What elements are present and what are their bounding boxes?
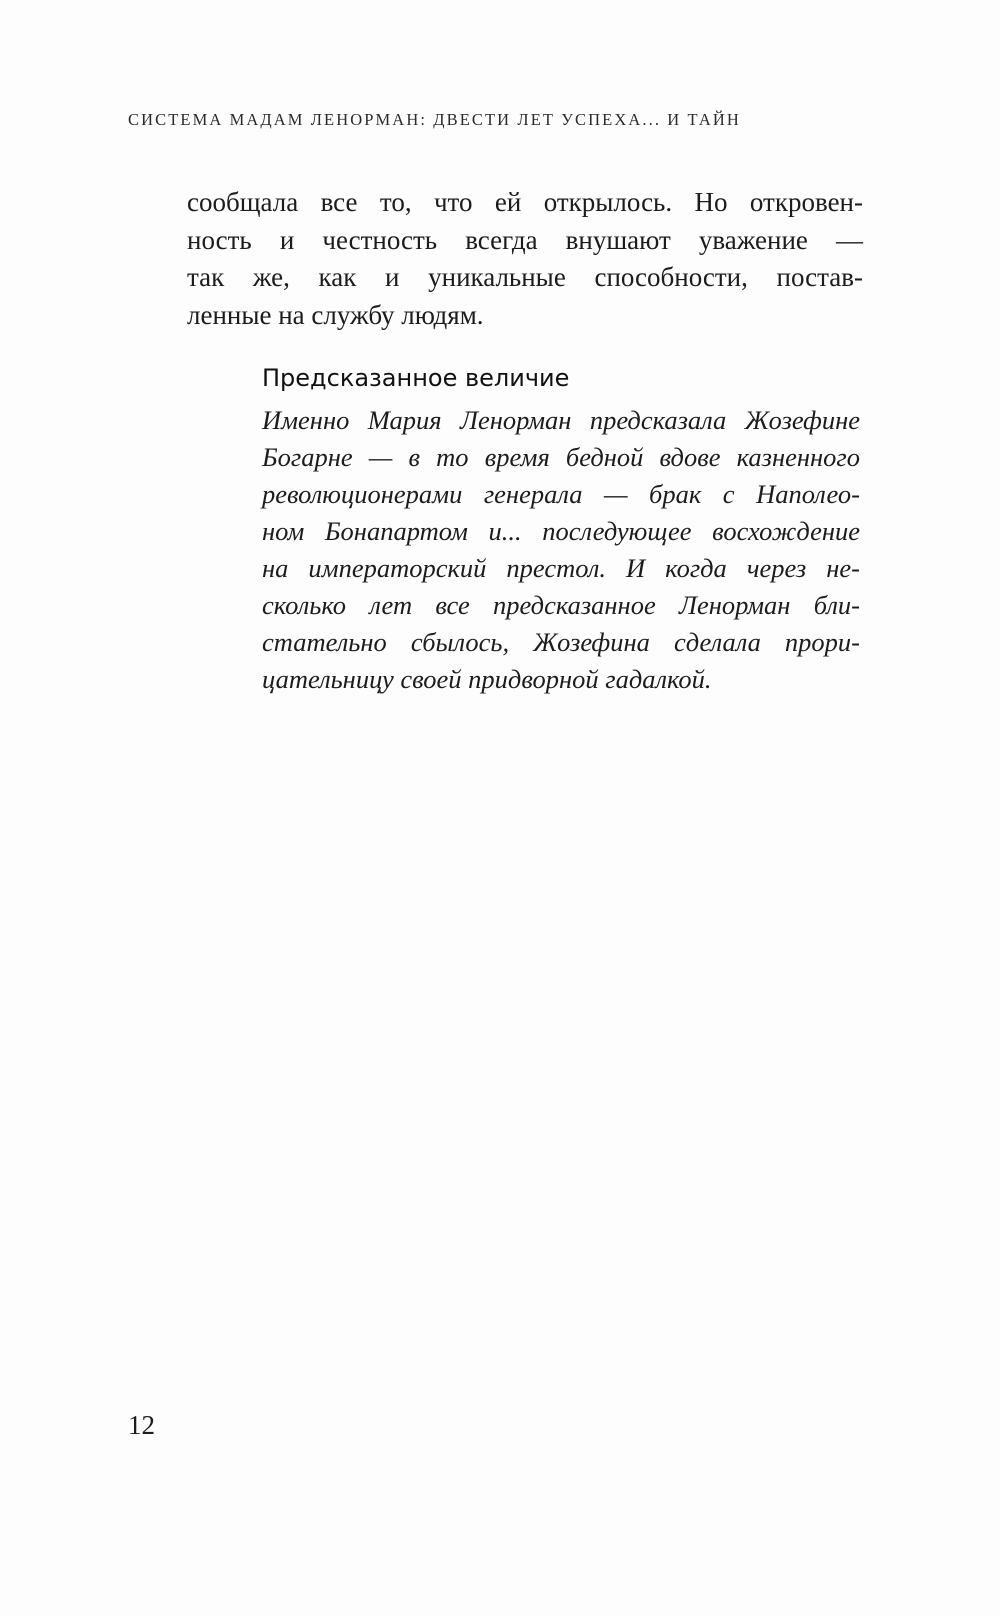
sidebar-heading: Предсказанное величие xyxy=(262,364,570,392)
body-line: так же, как и уникальные способности, постав- xyxy=(187,262,863,292)
sidebar-line: революционерами генерала — брак с Наполео- xyxy=(262,479,860,509)
sidebar-line: цательницу своей придворной гадалкой. xyxy=(262,664,712,694)
body-line: сообщала все то, что ей открылось. Но откровен- xyxy=(187,187,863,217)
body-paragraph xyxy=(187,184,863,334)
sidebar-line: на императорский престол. И когда через не- xyxy=(262,553,860,583)
page-number: 12 xyxy=(128,1410,155,1440)
body-line: ность и честность всегда внушают уважение — xyxy=(187,224,863,255)
sidebar-text xyxy=(262,402,860,698)
sidebar-line: Именно Мария Ленорман предсказала Жозефине xyxy=(262,405,860,435)
body-line: ленные на службу людям. xyxy=(187,299,484,330)
sidebar-line: сколько лет все предсказанное Ленорман бли- xyxy=(262,590,860,620)
sidebar-line: Богарне — в то время бедной вдове казненного xyxy=(262,442,860,472)
sidebar-line: стательно сбылось, Жозефина сделала прори- xyxy=(262,627,860,657)
sidebar-line: ном Бонапартом и... последующее восхождение xyxy=(262,516,860,546)
running-head: СИСТЕМА МАДАМ ЛЕНОРМАН: ДВЕСТИ ЛЕТ УСПЕХА... И ТАЙН xyxy=(128,110,741,129)
